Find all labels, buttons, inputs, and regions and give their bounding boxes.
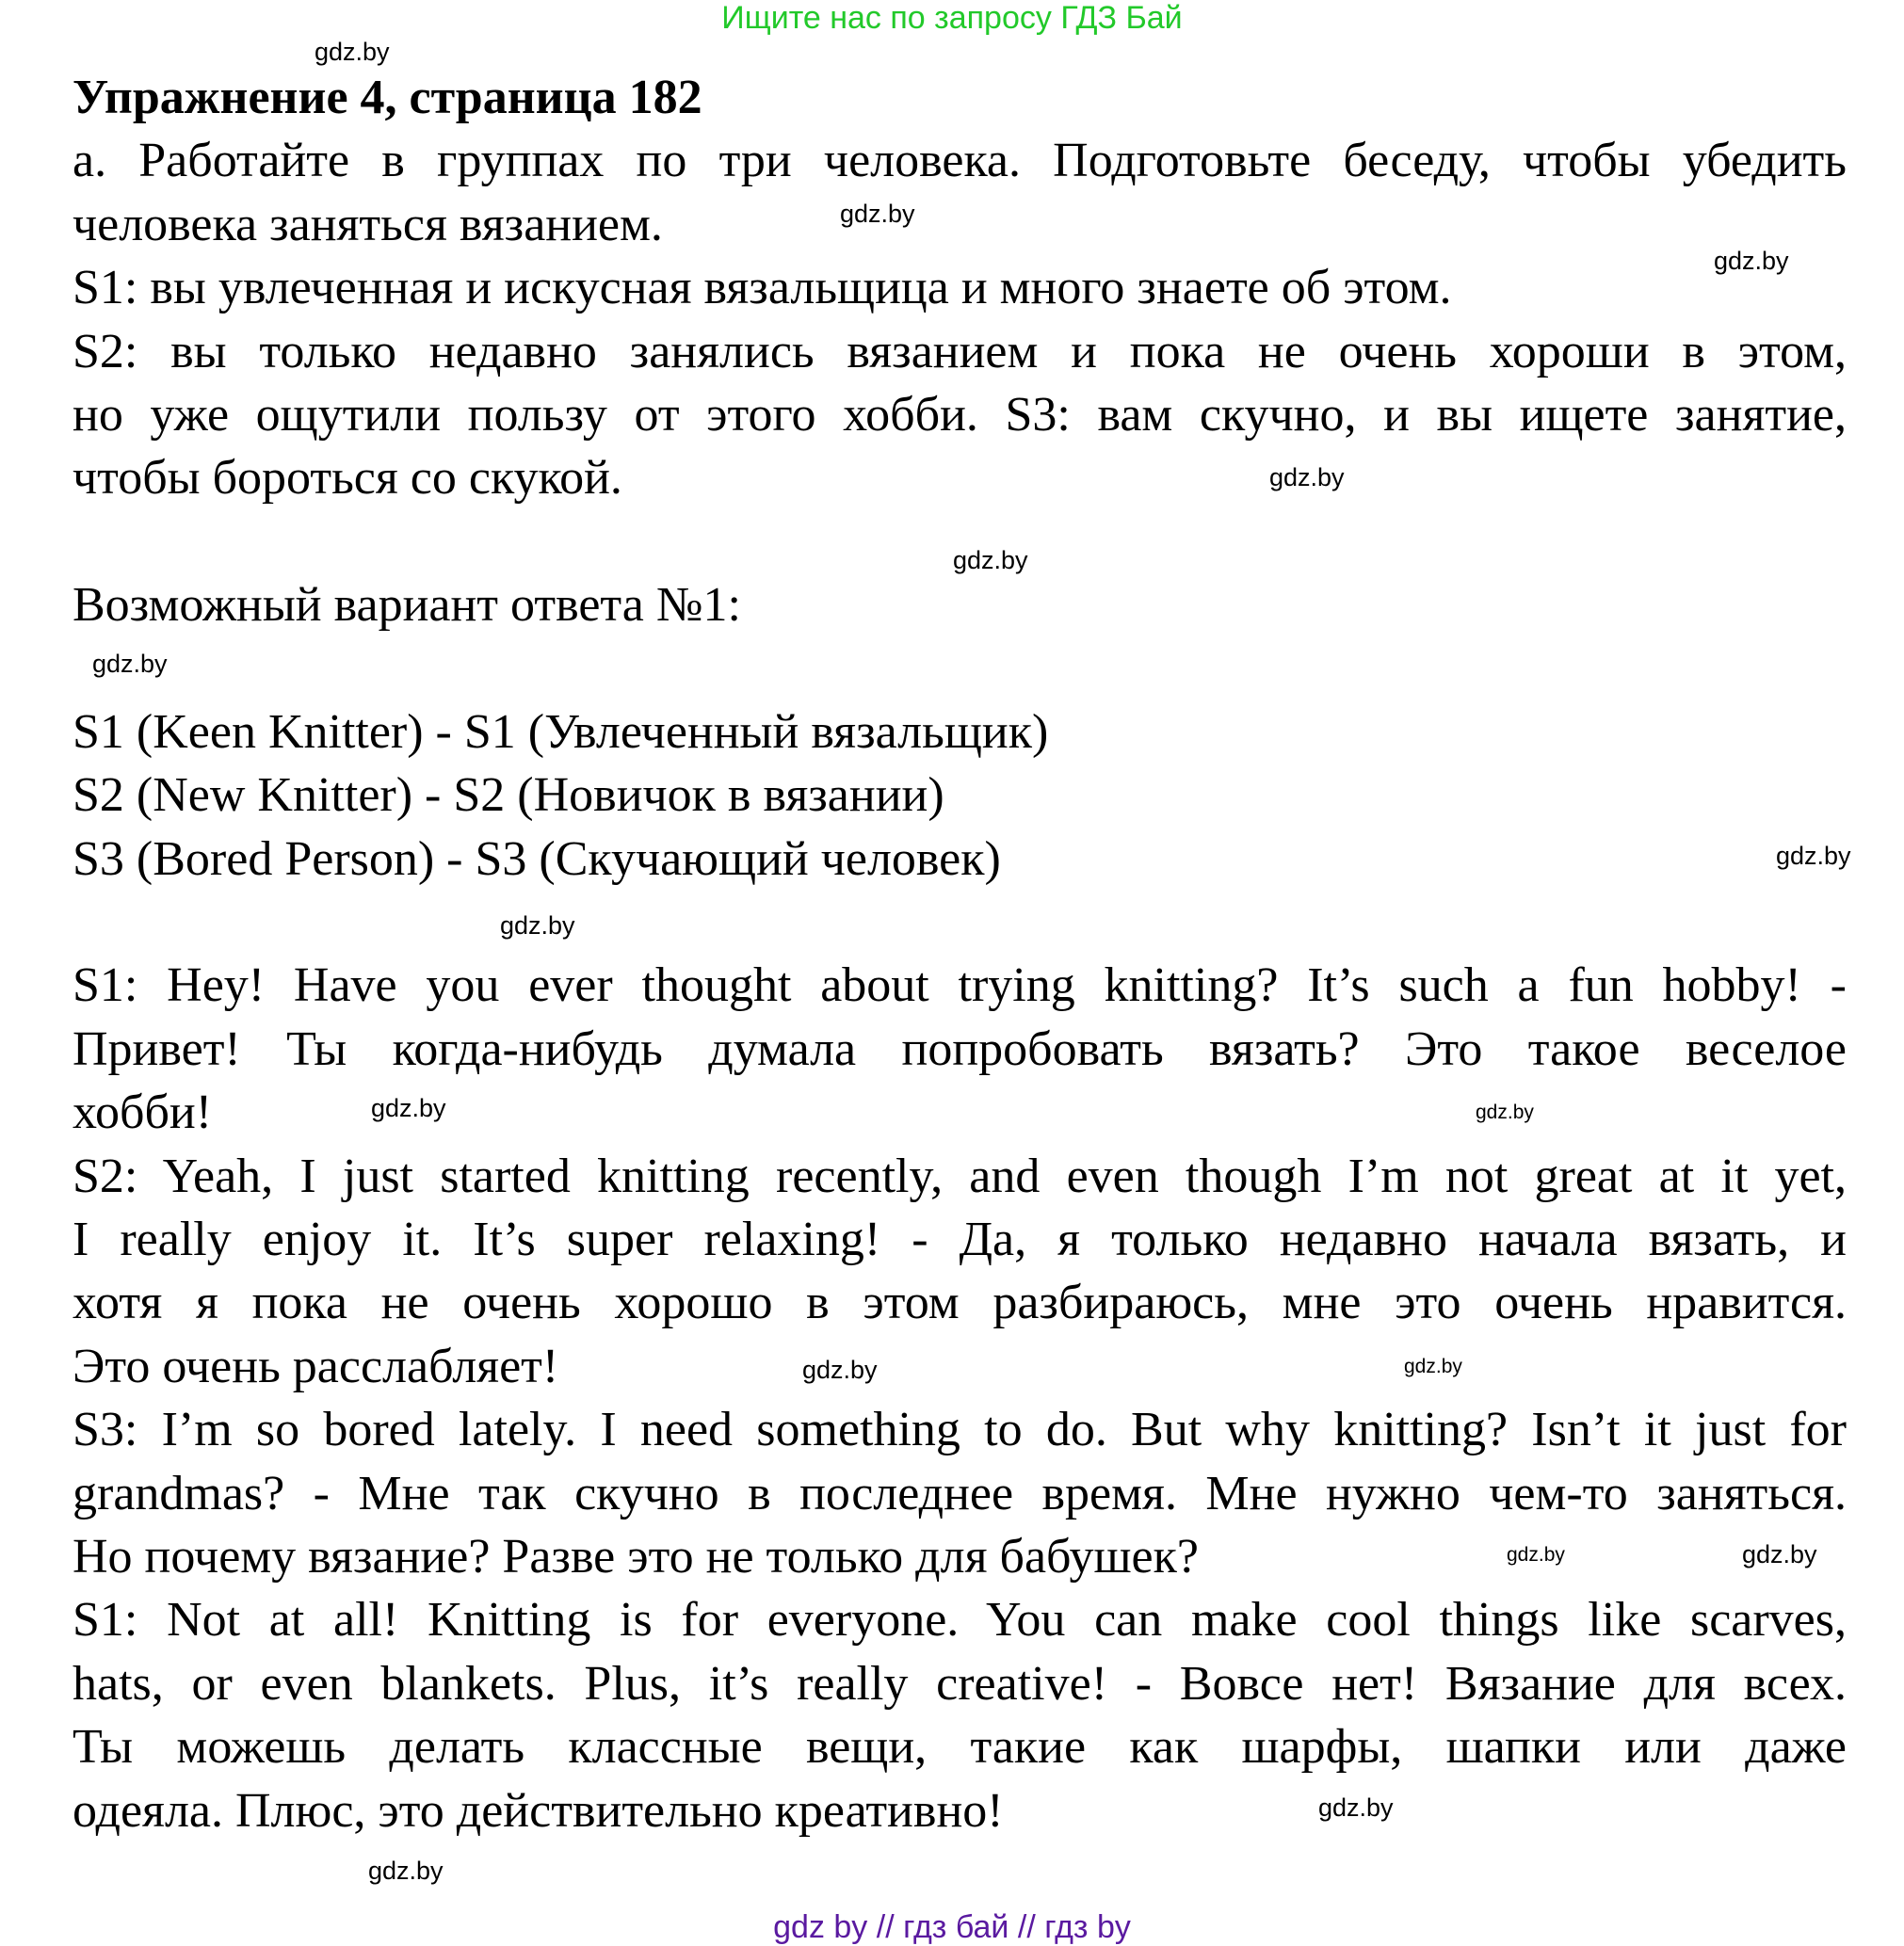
text-line: Возможный вариант ответа №1: xyxy=(73,578,741,633)
text-line-row xyxy=(73,1719,1847,1782)
watermark: gdz.by xyxy=(1507,1544,1565,1566)
text-line: Привет! Ты когда-нибудь думала попробовать вязать? Это такое веселое xyxy=(73,1021,1847,1076)
text-line: S1: Hey! Have you ever thought about trying knitting? It’s such a fun hobby! - xyxy=(73,958,1847,1013)
text-line-row xyxy=(73,957,1847,1021)
text-line-row xyxy=(73,1466,1847,1529)
watermark: gdz.by xyxy=(802,1356,878,1384)
exercise-content xyxy=(73,70,1847,1846)
text-line: S2: Yeah, I just started knitting recently, and even though I’m not great at it yet, xyxy=(73,1149,1847,1203)
text-line: а. Работайте в группах по три человека. Подготовьте беседу, чтобы убедить xyxy=(73,134,1847,188)
page-title xyxy=(73,70,1847,133)
text-line-row xyxy=(73,1085,1847,1148)
watermark: gdz.by xyxy=(1404,1356,1462,1377)
text-line: S3: I’m so bored lately. I need something to do. But why knitting? Isn’t it just for xyxy=(73,1403,1847,1457)
watermark: gdz.by xyxy=(1742,1540,1817,1568)
watermark: gdz.by xyxy=(1776,842,1851,870)
watermark: gdz.by xyxy=(1714,247,1789,275)
watermark: gdz.by xyxy=(315,38,390,66)
watermark: gdz.by xyxy=(953,546,1028,574)
watermark: gdz.by xyxy=(1318,1793,1394,1822)
watermark: gdz.by xyxy=(1476,1102,1534,1123)
site-footer: gdz by // гдз бай // гдз by xyxy=(773,1909,1131,1945)
text-line-row xyxy=(73,1021,1847,1085)
text-line: Ты можешь делать классные вещи, такие как шарфы, шапки или даже xyxy=(73,1720,1847,1775)
text-line: но уже ощутили пользу от этого хобби. S3: вам скучно, и вы ищете занятие, xyxy=(73,387,1847,442)
text-line-row xyxy=(73,1212,1847,1275)
blank-line xyxy=(73,641,1847,704)
text-line: хобби! xyxy=(73,1086,213,1140)
text-line-row xyxy=(73,1149,1847,1212)
text-line: Это очень расслабляет! xyxy=(73,1339,559,1393)
text-line-row xyxy=(73,387,1847,450)
text-line-row xyxy=(73,767,1847,830)
text-line-row xyxy=(73,577,1847,640)
text-line-row xyxy=(73,260,1847,323)
text-line: hats, or even blankets. Plus, it’s really creative! - Вовсе нет! Вязание для всех. xyxy=(73,1656,1847,1711)
text-line: S1: вы увлеченная и искусная вязальщица и много знаете об этом. xyxy=(73,261,1452,315)
text-line: grandmas? - Мне так скучно в последнее время. Мне нужно чем-то заняться. xyxy=(73,1466,1847,1520)
watermark: gdz.by xyxy=(840,200,915,228)
watermark: gdz.by xyxy=(1269,463,1345,491)
text-line-row xyxy=(73,1275,1847,1338)
text-line: S1: Not at all! Knitting is for everyone. You can make cool things like scarves, xyxy=(73,1593,1847,1648)
text-line: одеяла. Плюс, это действительно креативно! xyxy=(73,1783,1004,1838)
text-line-row xyxy=(73,1656,1847,1719)
blank-line xyxy=(73,894,1847,957)
text-line-row xyxy=(73,1783,1847,1846)
text-line-row xyxy=(73,450,1847,513)
text-line-row xyxy=(73,197,1847,260)
text-line: человека заняться вязанием. xyxy=(73,197,663,251)
text-line-row xyxy=(73,1592,1847,1655)
text-line-row xyxy=(73,704,1847,767)
text-line: S3 (Bored Person) - S3 (Скучающий человек) xyxy=(73,831,1001,886)
text-line: S1 (Keen Knitter) - S1 (Увлеченный вязальщик) xyxy=(73,704,1049,759)
text-line-row xyxy=(73,324,1847,387)
text-line: S2: вы только недавно занялись вязанием и пока не очень хороши в этом, xyxy=(73,324,1847,378)
text-line-row xyxy=(73,133,1847,196)
watermark: gdz.by xyxy=(368,1857,444,1885)
text-line-row xyxy=(73,1402,1847,1465)
text-line: Но почему вязание? Разве это не только для бабушек? xyxy=(73,1529,1199,1584)
text-line: Упражнение 4, страница 182 xyxy=(73,71,702,124)
search-hint-banner: Ищите нас по запросу ГДЗ Бай xyxy=(721,0,1183,36)
watermark: gdz.by xyxy=(500,911,575,940)
text-line: S2 (New Knitter) - S2 (Новичок в вязании) xyxy=(73,768,944,823)
text-line-row xyxy=(73,1339,1847,1402)
text-line-row xyxy=(73,1529,1847,1592)
text-line: чтобы бороться со скукой. xyxy=(73,451,622,506)
text-line-row xyxy=(73,831,1847,894)
text-line: хотя я пока не очень хорошо в этом разбираюсь, мне это очень нравится. xyxy=(73,1276,1847,1330)
text-line: I really enjoy it. It’s super relaxing! - Да, я только недавно начала вязать, и xyxy=(73,1213,1847,1267)
watermark: gdz.by xyxy=(92,650,168,678)
watermark: gdz.by xyxy=(371,1094,446,1122)
